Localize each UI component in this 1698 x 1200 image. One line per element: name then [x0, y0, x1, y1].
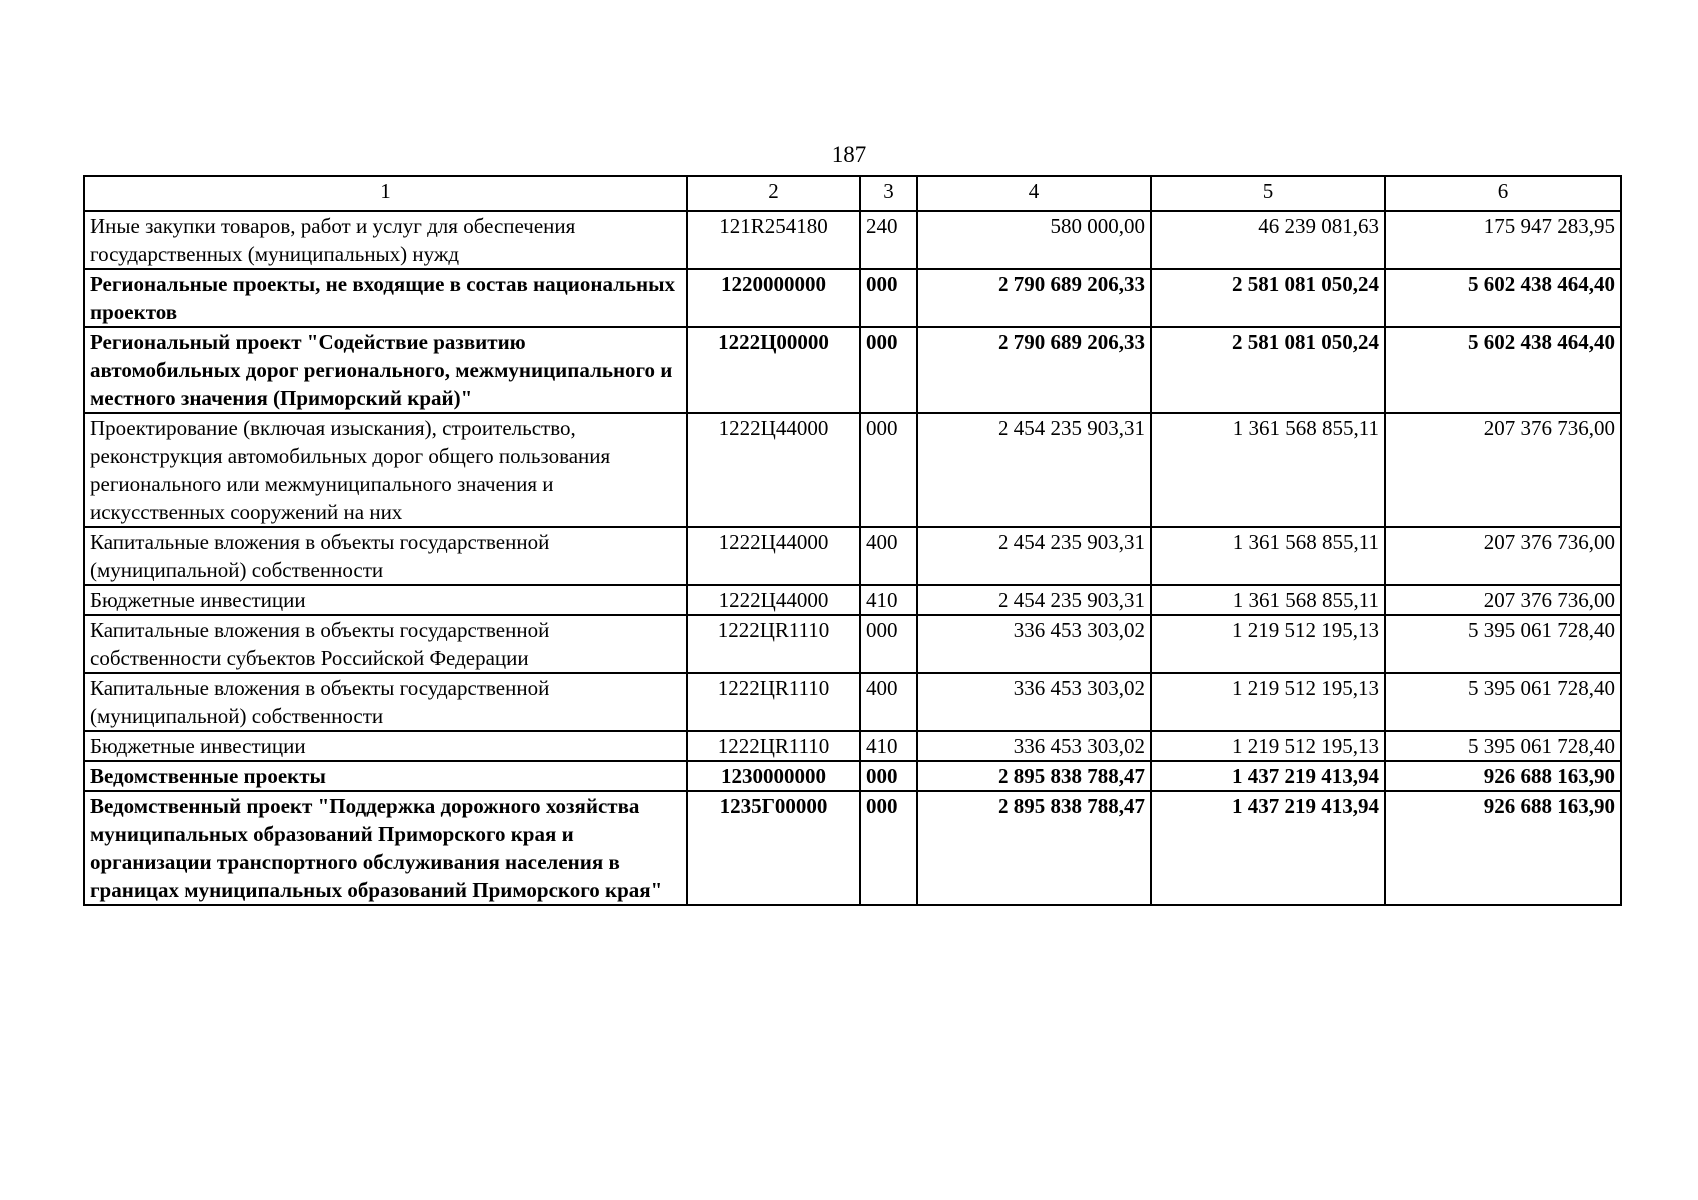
row-value-5-cell: 1 219 512 195,13 [1151, 673, 1385, 731]
row-value-6-cell: 5 395 061 728,40 [1385, 673, 1621, 731]
header-cell-4: 4 [917, 176, 1151, 211]
row-value-4-cell: 580 000,00 [917, 211, 1151, 269]
table-row [84, 413, 1621, 527]
row-value-6-cell: 207 376 736,00 [1385, 527, 1621, 585]
row-value-5-cell: 1 437 219 413,94 [1151, 761, 1385, 791]
row-name-cell: Капитальные вложения в объекты государственной собственности субъектов Российской Федерации [84, 615, 687, 673]
row-kvr-cell: 000 [860, 615, 917, 673]
table-row [84, 791, 1621, 905]
row-value-4-cell: 2 895 838 788,47 [917, 761, 1151, 791]
row-code-cell: 1222ЦR1110 [687, 731, 860, 761]
header-row [84, 176, 1621, 211]
row-value-6-cell: 5 602 438 464,40 [1385, 269, 1621, 327]
page-number: 187 [831, 142, 867, 167]
table-row [84, 585, 1621, 615]
table-row [84, 527, 1621, 585]
row-code-cell: 1220000000 [687, 269, 860, 327]
row-kvr-cell: 410 [860, 731, 917, 761]
row-kvr-cell: 400 [860, 527, 917, 585]
row-value-5-cell: 2 581 081 050,24 [1151, 327, 1385, 413]
row-name-cell: Бюджетные инвестиции [84, 585, 687, 615]
row-code-cell: 1222Ц44000 [687, 413, 860, 527]
row-kvr-cell: 000 [860, 761, 917, 791]
row-value-4-cell: 2 895 838 788,47 [917, 791, 1151, 905]
row-value-6-cell: 175 947 283,95 [1385, 211, 1621, 269]
row-name-cell: Ведомственный проект "Поддержка дорожного хозяйства муниципальных образований Приморского края и организации транспортного обслуживания населения в границах муниципальных образований Приморского края" [84, 791, 687, 905]
row-value-6-cell: 5 602 438 464,40 [1385, 327, 1621, 413]
row-code-cell: 1222ЦR1110 [687, 673, 860, 731]
row-kvr-cell: 240 [860, 211, 917, 269]
table-row [84, 673, 1621, 731]
row-kvr-cell: 400 [860, 673, 917, 731]
table-row [84, 615, 1621, 673]
row-code-cell: 1222ЦR1110 [687, 615, 860, 673]
header-cell-2: 2 [687, 176, 860, 211]
row-value-5-cell: 2 581 081 050,24 [1151, 269, 1385, 327]
row-value-6-cell: 5 395 061 728,40 [1385, 615, 1621, 673]
row-value-4-cell: 336 453 303,02 [917, 731, 1151, 761]
row-code-cell: 1222Ц44000 [687, 585, 860, 615]
budget-table [83, 175, 1622, 906]
row-value-6-cell: 5 395 061 728,40 [1385, 731, 1621, 761]
row-value-6-cell: 207 376 736,00 [1385, 413, 1621, 527]
row-value-5-cell: 1 361 568 855,11 [1151, 413, 1385, 527]
row-name-cell: Проектирование (включая изыскания), строительство, реконструкция автомобильных дорог общего пользования регионального или межмуниципального значения и искусственных сооружений на них [84, 413, 687, 527]
header-cell-5: 5 [1151, 176, 1385, 211]
row-kvr-cell: 000 [860, 269, 917, 327]
row-value-6-cell: 207 376 736,00 [1385, 585, 1621, 615]
row-name-cell: Ведомственные проекты [84, 761, 687, 791]
row-code-cell: 1235Г00000 [687, 791, 860, 905]
row-value-5-cell: 1 437 219 413,94 [1151, 791, 1385, 905]
header-cell-6: 6 [1385, 176, 1621, 211]
row-name-cell: Капитальные вложения в объекты государственной (муниципальной) собственности [84, 673, 687, 731]
row-name-cell: Капитальные вложения в объекты государственной (муниципальной) собственности [84, 527, 687, 585]
row-value-4-cell: 2 790 689 206,33 [917, 327, 1151, 413]
row-value-4-cell: 336 453 303,02 [917, 615, 1151, 673]
table-row [84, 269, 1621, 327]
row-value-6-cell: 926 688 163,90 [1385, 761, 1621, 791]
row-code-cell: 1222Ц00000 [687, 327, 860, 413]
row-value-5-cell: 1 361 568 855,11 [1151, 527, 1385, 585]
row-value-5-cell: 1 361 568 855,11 [1151, 585, 1385, 615]
row-kvr-cell: 410 [860, 585, 917, 615]
row-code-cell: 1230000000 [687, 761, 860, 791]
row-value-5-cell: 1 219 512 195,13 [1151, 615, 1385, 673]
row-value-5-cell: 1 219 512 195,13 [1151, 731, 1385, 761]
header-cell-3: 3 [860, 176, 917, 211]
row-code-cell: 1222Ц44000 [687, 527, 860, 585]
row-value-4-cell: 2 454 235 903,31 [917, 527, 1151, 585]
table-row [84, 211, 1621, 269]
row-kvr-cell: 000 [860, 327, 917, 413]
table-row [84, 731, 1621, 761]
row-value-4-cell: 336 453 303,02 [917, 673, 1151, 731]
row-value-5-cell: 46 239 081,63 [1151, 211, 1385, 269]
row-name-cell: Региональный проект "Содействие развитию автомобильных дорог регионального, межмуниципального и местного значения (Приморский край)" [84, 327, 687, 413]
row-value-6-cell: 926 688 163,90 [1385, 791, 1621, 905]
row-name-cell: Бюджетные инвестиции [84, 731, 687, 761]
row-value-4-cell: 2 454 235 903,31 [917, 585, 1151, 615]
table-row [84, 327, 1621, 413]
row-name-cell: Иные закупки товаров, работ и услуг для обеспечения государственных (муниципальных) нужд [84, 211, 687, 269]
row-kvr-cell: 000 [860, 413, 917, 527]
row-value-4-cell: 2 790 689 206,33 [917, 269, 1151, 327]
row-name-cell: Региональные проекты, не входящие в состав национальных проектов [84, 269, 687, 327]
row-code-cell: 121R254180 [687, 211, 860, 269]
row-value-4-cell: 2 454 235 903,31 [917, 413, 1151, 527]
header-cell-1: 1 [84, 176, 687, 211]
table-row [84, 761, 1621, 791]
row-kvr-cell: 000 [860, 791, 917, 905]
